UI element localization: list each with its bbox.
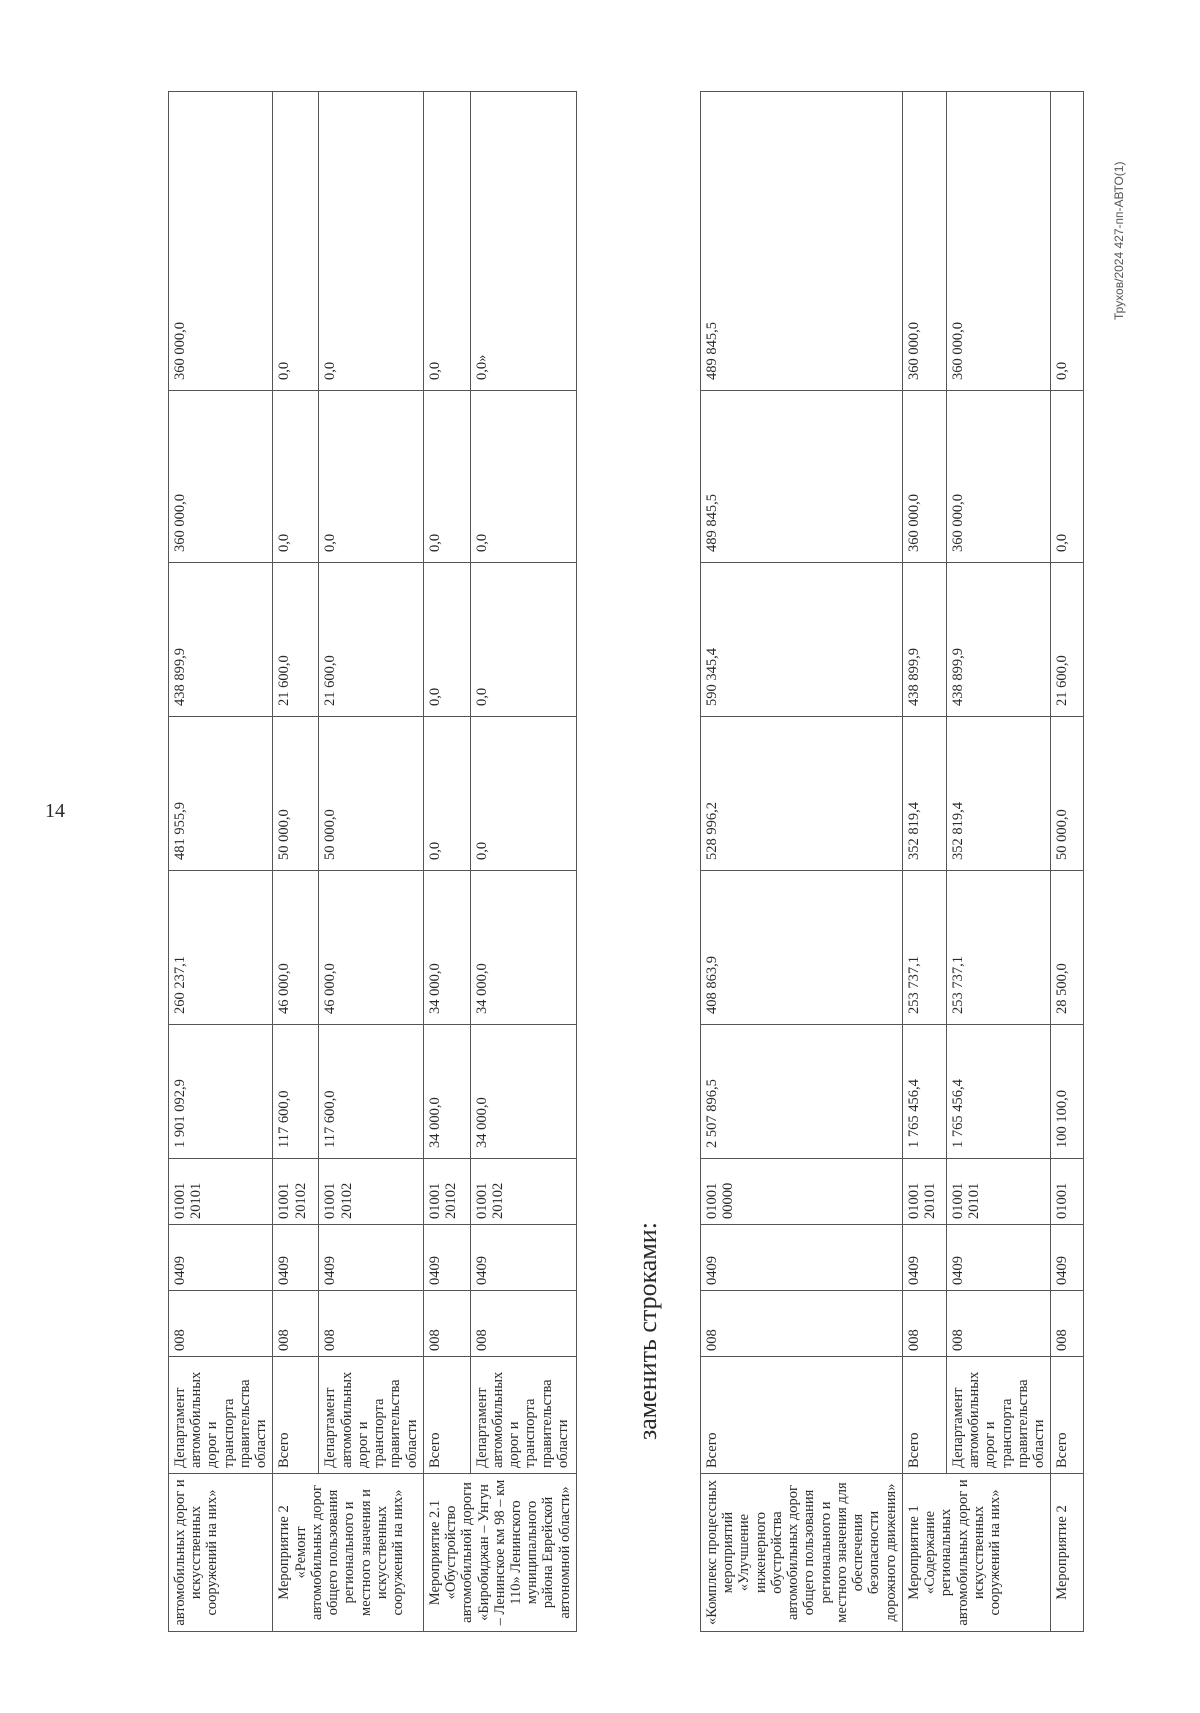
cell-y2027: 0,0 (1051, 391, 1084, 563)
table-row (902, 92, 946, 1632)
cell-rzpr: 0409 (946, 1225, 1050, 1291)
cell-y2025: 50 000,0 (273, 717, 319, 871)
table-row (319, 92, 423, 1632)
cell-executor: Всего (701, 1357, 903, 1474)
cell-y2026: 438 899,9 (946, 563, 1050, 717)
cell-total: 34 000,0 (423, 1025, 470, 1159)
cell-y2027: 0,0 (319, 391, 423, 563)
cell-csr: 01001 20102 (423, 1159, 470, 1225)
cell-rzpr: 0409 (1051, 1225, 1084, 1291)
cell-y2024: 34 000,0 (470, 871, 576, 1025)
cell-grbs: 008 (701, 1291, 903, 1357)
cell-name: Мероприятие 2 (1051, 1474, 1084, 1632)
cell-y2025: 528 996,2 (701, 717, 903, 871)
cell-y2024: 34 000,0 (423, 871, 470, 1025)
cell-y2027: 0,0 (273, 391, 319, 563)
cell-total: 34 000,0 (470, 1025, 576, 1159)
cell-executor: Департамент автомобильных дорог и транспорта правительства области (470, 1357, 576, 1474)
cell-y2024: 46 000,0 (273, 871, 319, 1025)
cell-y2027: 360 000,0 (946, 391, 1050, 563)
cell-name: Мероприятие 2 «Ремонт автомобильных дорог общего пользования регионального и местного значения и искусственных сооружений на них» (273, 1474, 423, 1632)
table-row (701, 92, 903, 1632)
cell-name: автомобильных дорог и искусственных сооружений на них» (169, 1474, 273, 1632)
cell-y2028: 489 845,5 (701, 92, 903, 391)
cell-y2027: 0,0 (470, 391, 576, 563)
cell-executor: Всего (902, 1357, 946, 1474)
cell-grbs: 008 (946, 1291, 1050, 1357)
cell-executor: Всего (423, 1357, 470, 1474)
cell-total: 117 600,0 (273, 1025, 319, 1159)
cell-total: 1 765 456,4 (902, 1025, 946, 1159)
cell-y2025: 481 955,9 (169, 717, 273, 871)
cell-csr: 01001 00000 (701, 1159, 903, 1225)
cell-y2025: 352 819,4 (946, 717, 1050, 871)
cell-csr: 01001 20101 (946, 1159, 1050, 1225)
cell-y2024: 46 000,0 (319, 871, 423, 1025)
cell-executor: Всего (273, 1357, 319, 1474)
cell-rzpr: 0409 (902, 1225, 946, 1291)
cell-csr: 01001 20101 (902, 1159, 946, 1225)
table-row (169, 92, 273, 1632)
cell-y2025: 0,0 (470, 717, 576, 871)
cell-total: 1 901 092,9 (169, 1025, 273, 1159)
cell-y2025: 0,0 (423, 717, 470, 871)
cell-csr: 01001 20102 (273, 1159, 319, 1225)
cell-y2027: 0,0 (423, 391, 470, 563)
cell-y2028: 0,0 (1051, 92, 1084, 391)
cell-y2027: 360 000,0 (902, 391, 946, 563)
cell-name: «Комплекс процессных мероприятий «Улучшение инженерного обустройства автомобильных дорог общего пользования регионального и местного значения для обеспечения безопасности дорожного движения» (701, 1474, 903, 1632)
cell-grbs: 008 (169, 1291, 273, 1357)
cell-executor: Департамент автомобильных дорог и транспорта правительства области (169, 1357, 273, 1474)
cell-y2025: 50 000,0 (319, 717, 423, 871)
cell-total: 2 507 896,5 (701, 1025, 903, 1159)
cell-executor: Департамент автомобильных дорог и транспорта правительства области (946, 1357, 1050, 1474)
cell-total: 100 100,0 (1051, 1025, 1084, 1159)
cell-y2028: 360 000,0 (902, 92, 946, 391)
cell-executor: Всего (1051, 1357, 1084, 1474)
cell-y2028: 0,0 (273, 92, 319, 391)
cell-y2024: 253 737,1 (902, 871, 946, 1025)
cell-grbs: 008 (1051, 1291, 1084, 1357)
cell-rzpr: 0409 (470, 1225, 576, 1291)
cell-rzpr: 0409 (423, 1225, 470, 1291)
cell-grbs: 008 (423, 1291, 470, 1357)
cell-y2028: 0,0» (470, 92, 576, 391)
cell-executor: Департамент автомобильных дорог и транспорта правительства области (319, 1357, 423, 1474)
page-number: 14 (45, 800, 65, 822)
cell-name: Мероприятие 2.1 «Обустройство автомобильной дороги «Биробиджан – Унгун – Ленинское км 98 – км 110» Ленинского муниципального района Еврейской автономной области» (423, 1474, 576, 1632)
cell-total: 1 765 456,4 (946, 1025, 1050, 1159)
cell-y2028: 0,0 (319, 92, 423, 391)
cell-y2026: 21 600,0 (319, 563, 423, 717)
cell-csr: 01001 20102 (470, 1159, 576, 1225)
cell-rzpr: 0409 (701, 1225, 903, 1291)
cell-y2026: 438 899,9 (169, 563, 273, 717)
cell-y2024: 28 500,0 (1051, 871, 1084, 1025)
cell-y2024: 260 237,1 (169, 871, 273, 1025)
cell-y2028: 360 000,0 (169, 92, 273, 391)
cell-grbs: 008 (273, 1291, 319, 1357)
cell-y2026: 21 600,0 (1051, 563, 1084, 717)
cell-y2024: 253 737,1 (946, 871, 1050, 1025)
table-top (168, 91, 577, 1632)
cell-rzpr: 0409 (319, 1225, 423, 1291)
cell-y2027: 360 000,0 (169, 391, 273, 563)
table-bottom-wrapper (700, 91, 1084, 1632)
cell-y2024: 408 863,9 (701, 871, 903, 1025)
cell-y2026: 21 600,0 (273, 563, 319, 717)
cell-grbs: 008 (902, 1291, 946, 1357)
cell-y2026: 0,0 (470, 563, 576, 717)
table-top-wrapper (168, 91, 577, 1632)
table-bottom (700, 91, 1084, 1632)
cell-y2026: 590 345,4 (701, 563, 903, 717)
table-row (423, 92, 470, 1632)
table-row (273, 92, 319, 1632)
cell-grbs: 008 (470, 1291, 576, 1357)
cell-csr: 01001 20102 (319, 1159, 423, 1225)
table-row (946, 92, 1050, 1632)
cell-y2028: 0,0 (423, 92, 470, 391)
cell-y2025: 352 819,4 (902, 717, 946, 871)
cell-y2028: 360 000,0 (946, 92, 1050, 391)
section-heading: заменить строками: (633, 1222, 662, 1440)
cell-rzpr: 0409 (273, 1225, 319, 1291)
cell-rzpr: 0409 (169, 1225, 273, 1291)
cell-csr: 01001 (1051, 1159, 1084, 1225)
cell-grbs: 008 (319, 1291, 423, 1357)
table-row (470, 92, 576, 1632)
cell-csr: 01001 20101 (169, 1159, 273, 1225)
cell-y2027: 489 845,5 (701, 391, 903, 563)
cell-y2026: 0,0 (423, 563, 470, 717)
cell-total: 117 600,0 (319, 1025, 423, 1159)
cell-y2025: 50 000,0 (1051, 717, 1084, 871)
document-footer: Трухов/2024 427-пп-АВТО(1) (1112, 161, 1126, 320)
cell-y2026: 438 899,9 (902, 563, 946, 717)
cell-name: Мероприятие 1 «Содержание региональных автомобильных дорог и искусственных сооружений на них» (902, 1474, 1050, 1632)
table-row (1051, 92, 1084, 1632)
